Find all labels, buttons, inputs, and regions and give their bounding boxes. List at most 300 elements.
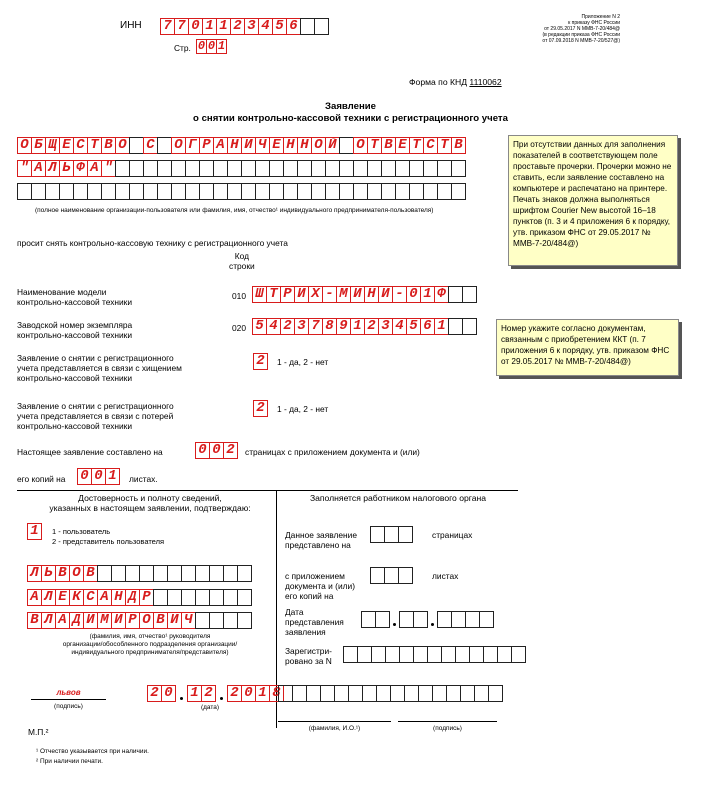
char-cell[interactable] xyxy=(398,567,413,584)
tax-date-year[interactable] xyxy=(437,611,493,628)
char-cell[interactable]: 4 xyxy=(258,18,273,35)
char-cell[interactable]: 4 xyxy=(392,318,407,335)
char-cell[interactable] xyxy=(213,183,228,200)
char-cell[interactable] xyxy=(448,286,463,303)
char-cell[interactable]: Л xyxy=(45,160,60,177)
char-cell[interactable]: И xyxy=(378,286,393,303)
char-cell[interactable]: И xyxy=(294,286,309,303)
char-cell[interactable]: О xyxy=(115,137,130,154)
date-caption: (дата) xyxy=(200,704,220,711)
char-cell[interactable]: 0 xyxy=(195,442,210,459)
char-cell[interactable]: И xyxy=(83,612,98,629)
presented-date-label: Дата представления заявления xyxy=(285,607,344,637)
char-cell[interactable]: 6 xyxy=(286,18,301,35)
char-cell[interactable]: О xyxy=(17,137,32,154)
char-cell[interactable]: 4 xyxy=(266,318,281,335)
char-cell[interactable]: Р xyxy=(280,286,295,303)
theft-hint: 1 - да, 2 - нет xyxy=(277,357,329,367)
char-cell[interactable]: - xyxy=(392,286,407,303)
char-cell[interactable] xyxy=(115,183,130,200)
char-cell[interactable]: 2 xyxy=(227,685,242,702)
char-cell[interactable] xyxy=(357,646,372,663)
char-cell[interactable] xyxy=(314,18,329,35)
char-cell[interactable]: Й xyxy=(325,137,340,154)
char-cell[interactable] xyxy=(87,183,102,200)
loss-cell[interactable] xyxy=(253,400,267,417)
char-cell[interactable]: Е xyxy=(55,589,70,606)
presented-label: Данное заявление представлено на xyxy=(285,530,358,550)
char-cell[interactable]: Т xyxy=(266,286,281,303)
char-cell[interactable]: Л xyxy=(41,612,56,629)
org-name-line2[interactable] xyxy=(17,160,465,177)
char-cell[interactable]: Е xyxy=(269,137,284,154)
char-cell[interactable] xyxy=(497,646,512,663)
char-cell[interactable] xyxy=(255,160,270,177)
appendix-line: к приказу ФНС России xyxy=(568,20,620,26)
char-cell[interactable]: 2 xyxy=(364,318,379,335)
char-cell[interactable] xyxy=(153,565,168,582)
char-cell[interactable] xyxy=(339,137,354,154)
char-cell[interactable]: 0 xyxy=(209,442,224,459)
char-cell[interactable]: 0 xyxy=(161,685,176,702)
loss-label: Заявление о снятии с регистрационного учета представляется в связи с потерей контрольно-кассовой техники xyxy=(17,401,174,431)
char-cell[interactable]: А xyxy=(213,137,228,154)
char-cell[interactable] xyxy=(115,160,130,177)
char-cell[interactable] xyxy=(395,183,410,200)
char-cell[interactable]: Ш xyxy=(252,286,267,303)
hint-note-serial: Номер укажите согласно документам, связанным с приобретением ККТ (п. 7 приложения 6 к порядку, утв. приказом ФНС от 29.05.2017 № ММВ-7-20/484@) xyxy=(496,319,679,376)
char-cell[interactable] xyxy=(195,612,210,629)
char-cell[interactable]: С xyxy=(143,137,158,154)
copies-cells[interactable] xyxy=(77,468,119,485)
char-cell[interactable]: 7 xyxy=(308,318,323,335)
char-cell[interactable]: Т xyxy=(409,137,424,154)
char-cell[interactable] xyxy=(300,18,315,35)
char-cell[interactable] xyxy=(292,685,307,702)
char-cell[interactable]: 1 xyxy=(350,318,365,335)
char-cell[interactable]: 0 xyxy=(241,685,256,702)
knd-label xyxy=(409,77,502,87)
char-cell[interactable] xyxy=(129,183,144,200)
char-cell[interactable]: 1 xyxy=(216,18,231,35)
char-cell[interactable] xyxy=(409,183,424,200)
char-cell[interactable] xyxy=(129,160,144,177)
char-cell[interactable]: Р xyxy=(199,137,214,154)
char-cell[interactable] xyxy=(311,160,326,177)
char-cell[interactable]: Н xyxy=(364,286,379,303)
char-cell[interactable]: 1 xyxy=(255,685,270,702)
char-cell[interactable]: Х xyxy=(308,286,323,303)
date-dot xyxy=(393,623,396,626)
char-cell[interactable]: М xyxy=(336,286,351,303)
char-cell[interactable]: О xyxy=(353,137,368,154)
char-cell[interactable]: В xyxy=(83,565,98,582)
char-cell[interactable]: Т xyxy=(437,137,452,154)
tax-date-month[interactable] xyxy=(399,611,427,628)
char-cell[interactable] xyxy=(370,526,385,543)
char-cell[interactable] xyxy=(223,589,238,606)
char-cell[interactable] xyxy=(367,183,382,200)
char-cell[interactable] xyxy=(171,183,186,200)
char-cell[interactable] xyxy=(413,611,428,628)
char-cell[interactable] xyxy=(237,565,252,582)
char-cell[interactable] xyxy=(45,183,60,200)
char-cell[interactable] xyxy=(409,160,424,177)
tax-pages-cells[interactable] xyxy=(370,526,412,543)
char-cell[interactable]: 2 xyxy=(253,400,268,417)
char-cell[interactable]: 0 xyxy=(207,39,216,53)
char-cell[interactable] xyxy=(185,183,200,200)
char-cell[interactable]: Т xyxy=(367,137,382,154)
stamp-place: М.П.² xyxy=(28,727,49,737)
char-cell[interactable] xyxy=(255,183,270,200)
char-cell[interactable] xyxy=(237,589,252,606)
char-cell[interactable] xyxy=(462,318,477,335)
char-cell[interactable]: В xyxy=(101,137,116,154)
char-cell[interactable] xyxy=(325,160,340,177)
char-cell[interactable]: 2 xyxy=(201,685,216,702)
char-cell[interactable]: И xyxy=(167,612,182,629)
char-cell[interactable] xyxy=(223,565,238,582)
char-cell[interactable]: Р xyxy=(139,589,154,606)
org-name-line3[interactable] xyxy=(17,183,465,200)
char-cell[interactable] xyxy=(181,565,196,582)
char-cell[interactable] xyxy=(446,685,461,702)
char-cell[interactable]: 1 xyxy=(202,18,217,35)
char-cell[interactable] xyxy=(423,160,438,177)
char-cell[interactable]: О xyxy=(139,612,154,629)
char-cell[interactable]: 1 xyxy=(217,39,226,53)
char-cell[interactable] xyxy=(195,589,210,606)
char-cell[interactable] xyxy=(209,612,224,629)
char-cell[interactable]: Д xyxy=(69,612,84,629)
char-cell[interactable] xyxy=(167,589,182,606)
char-cell[interactable]: М xyxy=(97,612,112,629)
char-cell[interactable] xyxy=(462,286,477,303)
char-cell[interactable]: 9 xyxy=(336,318,351,335)
role-cell[interactable] xyxy=(27,523,41,540)
char-cell[interactable]: С xyxy=(73,137,88,154)
char-cell[interactable] xyxy=(460,685,475,702)
char-cell[interactable]: Н xyxy=(111,589,126,606)
char-cell[interactable] xyxy=(111,565,126,582)
char-cell[interactable]: Ч xyxy=(181,612,196,629)
date-dot xyxy=(180,697,183,700)
char-cell[interactable] xyxy=(59,183,74,200)
char-cell[interactable]: 2 xyxy=(147,685,162,702)
char-cell[interactable]: А xyxy=(55,612,70,629)
char-cell[interactable] xyxy=(339,160,354,177)
char-cell[interactable] xyxy=(353,160,368,177)
char-cell[interactable] xyxy=(241,160,256,177)
char-cell[interactable] xyxy=(31,183,46,200)
char-cell[interactable] xyxy=(474,685,489,702)
char-cell[interactable]: И xyxy=(111,612,126,629)
date-year[interactable] xyxy=(227,685,283,702)
char-cell[interactable]: Ь xyxy=(41,565,56,582)
char-cell[interactable]: Л xyxy=(27,565,42,582)
char-cell[interactable]: 0 xyxy=(406,286,421,303)
char-cell[interactable] xyxy=(404,685,419,702)
tax-sign-line xyxy=(398,721,497,722)
char-cell[interactable]: 3 xyxy=(294,318,309,335)
char-cell[interactable] xyxy=(432,685,447,702)
char-cell[interactable]: В xyxy=(381,137,396,154)
char-cell[interactable] xyxy=(353,183,368,200)
char-cell[interactable] xyxy=(139,565,154,582)
char-cell[interactable]: Е xyxy=(59,137,74,154)
org-name-line1[interactable] xyxy=(17,137,465,154)
char-cell[interactable] xyxy=(465,611,480,628)
char-cell[interactable]: 6 xyxy=(420,318,435,335)
char-cell[interactable]: 0 xyxy=(197,39,206,53)
tax-sign-caption: (подпись) xyxy=(433,725,462,732)
char-cell[interactable]: И xyxy=(241,137,256,154)
char-cell[interactable]: 2 xyxy=(223,442,238,459)
char-cell[interactable] xyxy=(367,160,382,177)
char-cell[interactable] xyxy=(483,646,498,663)
char-cell[interactable] xyxy=(237,612,252,629)
char-cell[interactable]: 1 xyxy=(434,318,449,335)
char-cell[interactable]: Н xyxy=(297,137,312,154)
char-cell[interactable] xyxy=(17,183,32,200)
char-cell[interactable]: С xyxy=(83,589,98,606)
char-cell[interactable]: Б xyxy=(31,137,46,154)
char-cell[interactable] xyxy=(143,160,158,177)
tax-officer-cells[interactable] xyxy=(278,685,502,702)
char-cell[interactable]: А xyxy=(87,160,102,177)
tax-sheets-cells[interactable] xyxy=(370,567,412,584)
char-cell[interactable]: 0 xyxy=(188,18,203,35)
char-cell[interactable]: 1 xyxy=(105,468,120,485)
char-cell[interactable] xyxy=(199,183,214,200)
char-cell[interactable]: А xyxy=(31,160,46,177)
char-cell[interactable]: Д xyxy=(125,589,140,606)
char-cell[interactable] xyxy=(399,611,414,628)
char-cell[interactable]: " xyxy=(17,160,32,177)
char-cell[interactable] xyxy=(413,646,428,663)
char-cell[interactable] xyxy=(362,685,377,702)
char-cell[interactable] xyxy=(451,183,466,200)
char-cell[interactable] xyxy=(398,526,413,543)
title-line1: Заявление xyxy=(324,101,377,112)
char-cell[interactable] xyxy=(384,567,399,584)
char-cell[interactable]: Р xyxy=(125,612,140,629)
char-cell[interactable] xyxy=(423,183,438,200)
char-cell[interactable] xyxy=(167,565,182,582)
char-cell[interactable]: 3 xyxy=(378,318,393,335)
char-cell[interactable]: - xyxy=(322,286,337,303)
char-cell[interactable] xyxy=(101,183,116,200)
char-cell[interactable]: Ф xyxy=(434,286,449,303)
char-cell[interactable] xyxy=(143,183,158,200)
char-cell[interactable] xyxy=(437,611,452,628)
char-cell[interactable]: 1 xyxy=(187,685,202,702)
char-cell[interactable] xyxy=(390,685,405,702)
char-cell[interactable] xyxy=(339,183,354,200)
char-cell[interactable] xyxy=(371,646,386,663)
char-cell[interactable] xyxy=(157,137,172,154)
char-cell[interactable]: 8 xyxy=(269,685,284,702)
name-cells[interactable] xyxy=(27,589,251,606)
char-cell[interactable]: 7 xyxy=(160,18,175,35)
char-cell[interactable] xyxy=(384,526,399,543)
char-cell[interactable]: 5 xyxy=(272,18,287,35)
char-cell[interactable]: 0 xyxy=(77,468,92,485)
char-cell[interactable] xyxy=(213,160,228,177)
char-cell[interactable] xyxy=(488,685,503,702)
model-label: Наименование модели контрольно-кассовой техники xyxy=(17,287,133,307)
appendix-line: от 07.09.2018 N ММВ-7-20/527@) xyxy=(542,38,620,44)
date-dot xyxy=(220,697,223,700)
char-cell[interactable] xyxy=(375,611,390,628)
char-cell[interactable] xyxy=(381,160,396,177)
char-cell[interactable] xyxy=(157,183,172,200)
char-cell[interactable] xyxy=(129,137,144,154)
char-cell[interactable]: О xyxy=(69,565,84,582)
char-cell[interactable]: В xyxy=(55,565,70,582)
char-cell[interactable] xyxy=(157,160,172,177)
date-month[interactable] xyxy=(187,685,215,702)
char-cell[interactable] xyxy=(418,685,433,702)
char-cell[interactable]: 2 xyxy=(230,18,245,35)
char-cell[interactable] xyxy=(376,685,391,702)
char-cell[interactable]: О xyxy=(171,137,186,154)
char-cell[interactable]: Щ xyxy=(45,137,60,154)
char-cell[interactable]: 3 xyxy=(244,18,259,35)
char-cell[interactable]: 1 xyxy=(420,286,435,303)
char-cell[interactable] xyxy=(283,160,298,177)
char-cell[interactable] xyxy=(399,646,414,663)
char-cell[interactable] xyxy=(297,183,312,200)
char-cell[interactable] xyxy=(348,685,363,702)
char-cell[interactable]: 7 xyxy=(174,18,189,35)
char-cell[interactable] xyxy=(125,565,140,582)
char-cell[interactable] xyxy=(209,565,224,582)
char-cell[interactable]: 5 xyxy=(406,318,421,335)
char-cell[interactable]: 1 xyxy=(27,523,42,540)
char-cell[interactable] xyxy=(306,685,321,702)
char-cell[interactable]: Ч xyxy=(255,137,270,154)
char-cell[interactable] xyxy=(385,646,400,663)
char-cell[interactable] xyxy=(320,685,335,702)
char-cell[interactable] xyxy=(73,183,88,200)
char-cell[interactable]: Н xyxy=(283,137,298,154)
char-cell[interactable]: Л xyxy=(41,589,56,606)
char-cell[interactable]: И xyxy=(350,286,365,303)
char-cell[interactable] xyxy=(171,160,186,177)
char-cell[interactable]: В xyxy=(153,612,168,629)
char-cell[interactable]: О xyxy=(311,137,326,154)
char-cell[interactable] xyxy=(297,160,312,177)
char-cell[interactable]: " xyxy=(101,160,116,177)
pages-word: страницах xyxy=(432,530,473,540)
code-header: Код строки xyxy=(229,251,255,271)
char-cell[interactable] xyxy=(334,685,349,702)
knd-label-text: Форма по КНД xyxy=(409,77,468,87)
page-cells[interactable] xyxy=(196,39,226,54)
char-cell[interactable]: Ь xyxy=(59,160,74,177)
char-cell[interactable]: Г xyxy=(185,137,200,154)
char-cell[interactable] xyxy=(195,565,210,582)
char-cell[interactable] xyxy=(441,646,456,663)
char-cell[interactable] xyxy=(185,160,200,177)
char-cell[interactable] xyxy=(455,646,470,663)
char-cell[interactable]: 2 xyxy=(253,353,268,370)
char-cell[interactable] xyxy=(437,160,452,177)
char-cell[interactable] xyxy=(227,183,242,200)
char-cell[interactable] xyxy=(97,565,112,582)
char-cell[interactable]: 8 xyxy=(322,318,337,335)
char-cell[interactable] xyxy=(437,183,452,200)
pages-cells[interactable] xyxy=(195,442,237,459)
char-cell[interactable]: С xyxy=(423,137,438,154)
char-cell[interactable] xyxy=(451,611,466,628)
char-cell[interactable] xyxy=(278,685,293,702)
char-cell[interactable]: В xyxy=(27,612,42,629)
char-cell[interactable] xyxy=(448,318,463,335)
serial-code: 020 xyxy=(232,323,246,333)
char-cell[interactable] xyxy=(153,589,168,606)
registration-number-cells[interactable] xyxy=(343,646,525,663)
char-cell[interactable] xyxy=(370,567,385,584)
char-cell[interactable]: А xyxy=(97,589,112,606)
char-cell[interactable] xyxy=(223,612,238,629)
char-cell[interactable] xyxy=(325,183,340,200)
char-cell[interactable]: 2 xyxy=(280,318,295,335)
char-cell[interactable]: 0 xyxy=(91,468,106,485)
model-cells[interactable] xyxy=(252,286,476,303)
char-cell[interactable] xyxy=(311,183,326,200)
char-cell[interactable] xyxy=(283,183,298,200)
surname-cells[interactable] xyxy=(27,565,251,582)
char-cell[interactable] xyxy=(199,160,214,177)
document-title xyxy=(0,101,701,125)
tax-date-day[interactable] xyxy=(361,611,389,628)
patronymic-cells[interactable] xyxy=(27,612,251,629)
char-cell[interactable]: Е xyxy=(395,137,410,154)
copies-suffix: листах. xyxy=(129,474,158,484)
date-day[interactable] xyxy=(147,685,175,702)
char-cell[interactable]: А xyxy=(27,589,42,606)
char-cell[interactable]: К xyxy=(69,589,84,606)
char-cell[interactable] xyxy=(361,611,376,628)
char-cell[interactable] xyxy=(451,160,466,177)
serial-cells[interactable] xyxy=(252,318,476,335)
inn-cells[interactable] xyxy=(160,18,328,35)
char-cell[interactable]: 5 xyxy=(252,318,267,335)
theft-cell[interactable] xyxy=(253,353,267,370)
char-cell[interactable] xyxy=(479,611,494,628)
asks-text: просит снять контрольно-кассовую технику с регистрационного учета xyxy=(17,238,288,248)
char-cell[interactable]: Т xyxy=(87,137,102,154)
char-cell[interactable] xyxy=(469,646,484,663)
char-cell[interactable]: Н xyxy=(227,137,242,154)
char-cell[interactable] xyxy=(511,646,526,663)
char-cell[interactable] xyxy=(427,646,442,663)
char-cell[interactable] xyxy=(227,160,242,177)
char-cell[interactable] xyxy=(181,589,196,606)
char-cell[interactable] xyxy=(269,183,284,200)
char-cell[interactable] xyxy=(241,183,256,200)
char-cell[interactable]: Ф xyxy=(73,160,88,177)
char-cell[interactable] xyxy=(209,589,224,606)
char-cell[interactable] xyxy=(343,646,358,663)
char-cell[interactable] xyxy=(381,183,396,200)
char-cell[interactable]: В xyxy=(451,137,466,154)
char-cell[interactable] xyxy=(395,160,410,177)
char-cell[interactable] xyxy=(269,160,284,177)
